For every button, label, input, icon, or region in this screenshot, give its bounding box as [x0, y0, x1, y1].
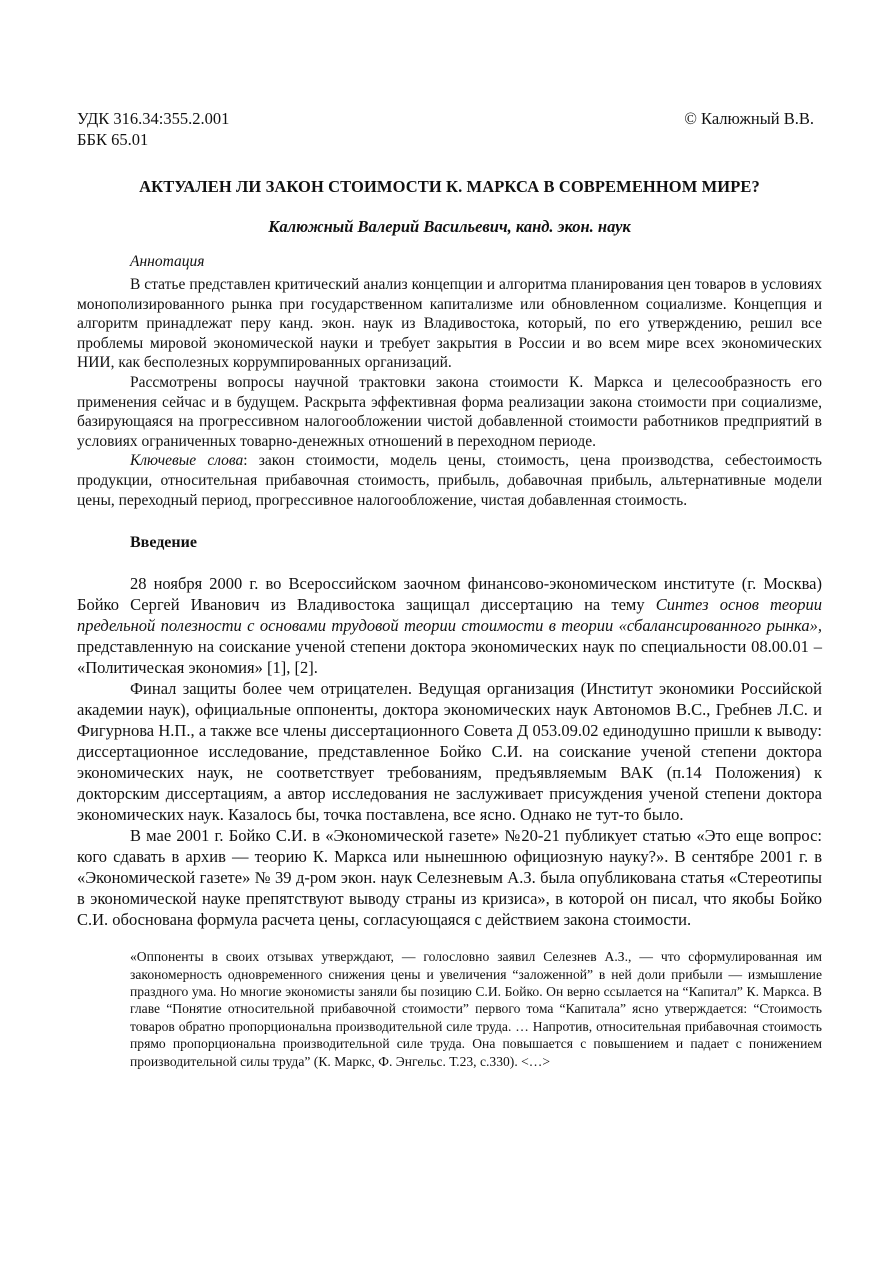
section-heading: Введение — [130, 534, 197, 552]
bbk-code: ББК 65.01 — [77, 130, 149, 149]
abstract — [77, 275, 822, 451]
article-title: АКТУАЛЕН ЛИ ЗАКОН СТОИМОСТИ К. МАРКСА В СОВРЕМЕННОМ МИРЕ? — [139, 177, 760, 196]
udk-code: УДК 316.34:355.2.001 — [77, 109, 230, 128]
keywords-text: : закон стоимости, модель цены, стоимость, цена производства, себестоимость продукции, относительная прибавочная стоимость, прибыль, добавочная прибыль, альтернативные модели цены, переходный период, прогрессивное налогообложение, чистая добавленная стоимость. — [77, 452, 822, 509]
keywords — [77, 451, 822, 510]
body-paragraph — [77, 573, 822, 678]
abstract-paragraph: Рассмотрены вопросы научной трактовки закона стоимости К. Маркса и целесообразность его применения сейчас и в будущем. Раскрыта эффективная форма реализации закона стоимости при социализме, базирующаяся на прогрессивном налогообложении чистой добавленной стоимости работников предприятий в условиях ограниченных товарно-денежных отношений в переходном периоде. — [77, 373, 822, 450]
header-block — [77, 108, 822, 152]
abstract-paragraph: В статье представлен критический анализ концепции и алгоритма планирования цен товаров в условиях монополизированного рынка при государственном капитализме или обновленном социализме. Концепция и алгоритм принадлежат перу канд. экон. наук из Владивостока, который, по его утверждению, решил все проблемы мировой экономической науки и требует закрытия в России и во всем мире всех экономических НИИ, как бесполезных коррумпированных организаций. — [77, 276, 822, 372]
p1-part-b: представленную на соискание ученой степени доктора экономических наук по специальности 08.00.01 – «Политическая экономия» [1], [2]. — [77, 637, 822, 678]
dissertation-title: Синтез основ теории предельной полезности с основами трудовой теории стоимости в теории «сбалансированного рынка», — [77, 595, 822, 636]
abstract-label: Аннотация — [130, 253, 205, 270]
article-page — [77, 108, 822, 1070]
p1-part-a: 28 ноября 2000 г. во Всероссийском заочном финансово-экономическом институте (г. Москва) Бойко Сергей Иванович из Владивостока защищал диссертацию на тему — [77, 574, 822, 615]
body-text — [77, 573, 822, 930]
body-paragraph: В мае 2001 г. Бойко С.И. в «Экономической газете» №20-21 публикует статью «Это еще вопрос: кого сдавать в архив — теорию К. Маркса или нынешнюю официозную науку?». В сентябре 2001 г. в «Экономической газете» № 39 д-ром экон. наук Селезневым А.З. была опубликована статья «Стереотипы в экономической науке препятствуют выводу страны из кризиса», в которой он писал, что якобы Бойко С.И. обоснована формула расчета цены, согласующаяся с действием закона стоимости. — [77, 826, 822, 930]
body-paragraph: Финал защиты более чем отрицателен. Ведущая организация (Институт экономики Российской академии наук), официальные оппоненты, доктора экономических наук Автономов В.С., Гребнев Л.С. и Фигурнова Н.П., а также все члены диссертационного Совета Д 053.09.02 единодушно пришли к выводу: диссертационное исследование, представленное Бойко С.И. на соискание ученой степени доктора экономических наук, не соответствует требованиям, предъявляемым ВАК (п.14 Положения) к докторским диссертациям, а автор исследования не заслуживает присуждения ученой степени доктора экономических наук. Казалось бы, точка поставлена, все ясно. Однако не тут-то было. — [77, 679, 822, 825]
keywords-label: Ключевые слова — [130, 452, 244, 470]
block-quote: «Оппоненты в своих отзывах утверждают, — голословно заявил Селезнев А.З., — что сформулированная им закономерность одновременного снижения цены и увеличения “заложенной” в ней доли прибыли — измышление праздного ума. Но многие экономисты заняли бы позицию С.И. Бойко. Он верно ссылается на “Капитал” К. Маркса. В главе “Понятие относительной прибавочной стоимости” первого тома “Капитала” ясно утверждается: “Стоимость товаров обратно пропорциональна производительной силе труда. … Напротив, относительная прибавочная стоимость прямо пропорциональна производительной силе труда. Она повышается с повышением и падает с понижением производительной силы труда” (К. Маркс, Ф. Энгельс. Т.23, с.330). <…> — [130, 949, 822, 1069]
author-line: Калюжный Валерий Васильевич, канд. экон. наук — [268, 217, 631, 236]
copyright: © Калюжный В.В. — [684, 109, 814, 128]
